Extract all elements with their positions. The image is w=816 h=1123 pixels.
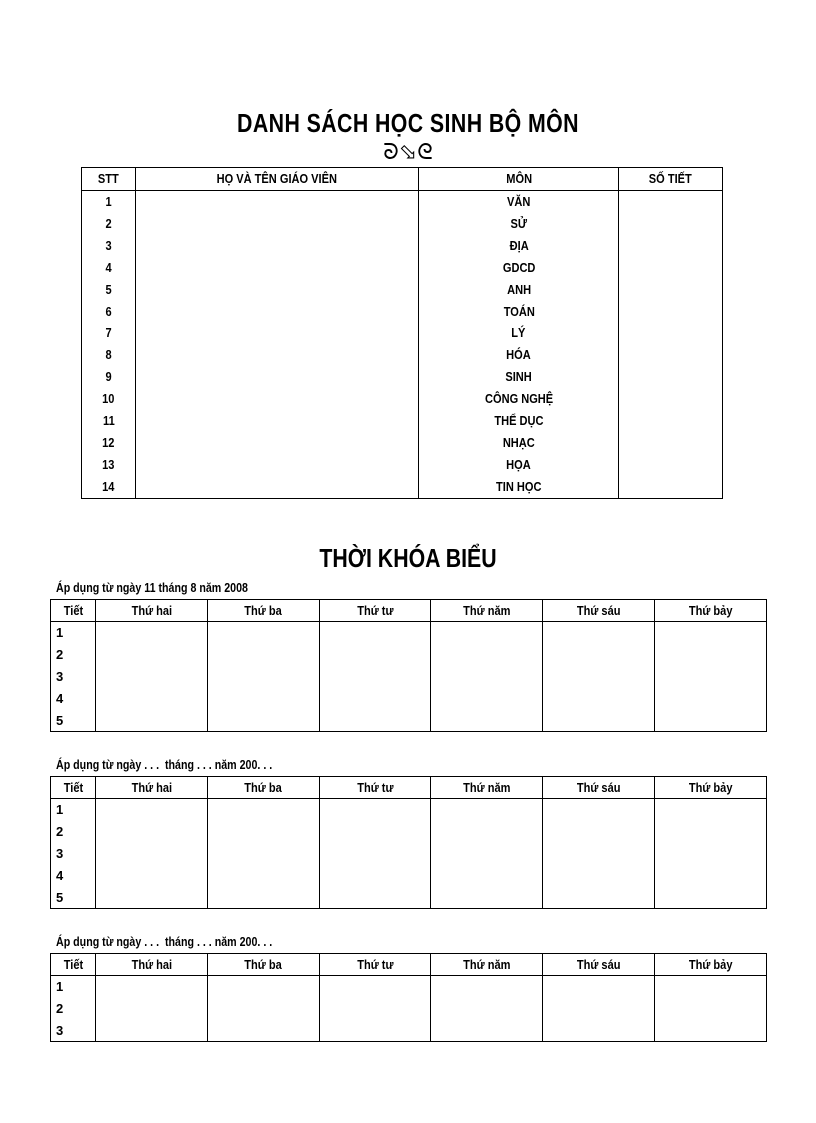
timetable-row	[51, 864, 767, 886]
cell-period-number: 2	[51, 998, 96, 1020]
table-row	[82, 410, 723, 432]
cell-subject: ĐỊA	[419, 235, 619, 257]
table-row	[82, 279, 723, 301]
header-day: Thứ tư	[319, 600, 431, 622]
cell-schedule-slot	[655, 709, 767, 731]
cell-schedule-slot	[655, 843, 767, 865]
header-day: Thứ ba	[207, 777, 319, 799]
header-period: Tiết	[51, 600, 96, 622]
cell-stt: 7	[82, 322, 136, 344]
header-day: Thứ tư	[319, 777, 431, 799]
cell-subject: VĂN	[419, 191, 619, 213]
header-period: Tiết	[51, 777, 96, 799]
cell-schedule-slot	[95, 998, 207, 1020]
cell-schedule-slot	[543, 864, 655, 886]
cell-schedule-slot	[431, 976, 543, 998]
cell-period-number: 5	[51, 709, 96, 731]
header-day: Thứ bảy	[655, 600, 767, 622]
cell-period-number: 5	[51, 886, 96, 908]
cell-schedule-slot	[319, 687, 431, 709]
cell-schedule-slot	[431, 687, 543, 709]
cell-teacher-name	[135, 213, 419, 235]
cell-schedule-slot	[319, 864, 431, 886]
cell-schedule-slot	[543, 687, 655, 709]
header-day: Thứ sáu	[543, 777, 655, 799]
cell-schedule-slot	[543, 799, 655, 821]
cell-schedule-slot	[431, 709, 543, 731]
table-row	[82, 476, 723, 498]
cell-schedule-slot	[207, 687, 319, 709]
cell-periods	[619, 257, 723, 279]
table-row	[82, 235, 723, 257]
cell-periods	[619, 366, 723, 388]
cell-schedule-slot	[319, 998, 431, 1020]
header-day: Thứ sáu	[543, 954, 655, 976]
cell-periods	[619, 476, 723, 498]
cell-schedule-slot	[431, 666, 543, 688]
cell-stt: 12	[82, 432, 136, 454]
table-row	[82, 257, 723, 279]
cell-teacher-name	[135, 344, 419, 366]
cell-subject: HỌA	[419, 454, 619, 476]
cell-schedule-slot	[431, 886, 543, 908]
cell-stt: 8	[82, 344, 136, 366]
cell-schedule-slot	[95, 976, 207, 998]
cell-schedule-slot	[543, 666, 655, 688]
cell-schedule-slot	[207, 644, 319, 666]
cell-schedule-slot	[431, 864, 543, 886]
cell-schedule-slot	[655, 622, 767, 644]
cell-periods	[619, 279, 723, 301]
cell-schedule-slot	[319, 976, 431, 998]
cell-schedule-slot	[655, 687, 767, 709]
table-row	[82, 322, 723, 344]
cell-periods	[619, 213, 723, 235]
cell-teacher-name	[135, 476, 419, 498]
table-row	[82, 213, 723, 235]
cell-period-number: 4	[51, 687, 96, 709]
cell-schedule-slot	[543, 886, 655, 908]
timetable-row	[51, 998, 767, 1020]
cell-schedule-slot	[543, 843, 655, 865]
table-row	[82, 191, 723, 213]
timetable-header-row	[51, 954, 767, 976]
cell-schedule-slot	[431, 622, 543, 644]
header-stt: STT	[82, 168, 136, 191]
header-day: Thứ hai	[95, 600, 207, 622]
header-day: Thứ bảy	[655, 777, 767, 799]
cell-schedule-slot	[95, 886, 207, 908]
cell-teacher-name	[135, 388, 419, 410]
timetable-title: THỜI KHÓA BIỂU	[319, 543, 497, 573]
cell-periods	[619, 322, 723, 344]
timetable-row	[51, 687, 767, 709]
cell-schedule-slot	[319, 1020, 431, 1042]
cell-subject: TIN HỌC	[419, 476, 619, 498]
cell-stt: 14	[82, 476, 136, 498]
cell-schedule-slot	[319, 843, 431, 865]
timetable-row	[51, 709, 767, 731]
cell-teacher-name	[135, 432, 419, 454]
timetable-row	[51, 666, 767, 688]
cell-teacher-name	[135, 257, 419, 279]
cell-teacher-name	[135, 235, 419, 257]
header-subject: MÔN	[419, 168, 619, 191]
apply-date-label: Áp dụng từ ngày . . . tháng . . . năm 200. . .	[56, 934, 273, 949]
list-title: DANH SÁCH HỌC SINH BỘ MÔN	[237, 108, 579, 138]
table-row	[82, 388, 723, 410]
cell-schedule-slot	[655, 1020, 767, 1042]
header-day: Thứ ba	[207, 954, 319, 976]
cell-schedule-slot	[543, 821, 655, 843]
cell-stt: 6	[82, 301, 136, 323]
cell-subject: HÓA	[419, 344, 619, 366]
cell-periods	[619, 432, 723, 454]
cell-schedule-slot	[655, 799, 767, 821]
cell-schedule-slot	[543, 644, 655, 666]
header-day: Thứ ba	[207, 600, 319, 622]
table-header-row	[82, 168, 723, 191]
timetable-row	[51, 622, 767, 644]
header-teacher-name: HỌ VÀ TÊN GIÁO VIÊN	[135, 168, 419, 191]
cell-schedule-slot	[543, 998, 655, 1020]
cell-subject: SINH	[419, 366, 619, 388]
cell-period-number: 3	[51, 843, 96, 865]
cell-subject: SỬ	[419, 213, 619, 235]
cell-schedule-slot	[319, 709, 431, 731]
cell-schedule-slot	[319, 644, 431, 666]
cell-schedule-slot	[207, 864, 319, 886]
header-period: Tiết	[51, 954, 96, 976]
cell-schedule-slot	[207, 709, 319, 731]
cell-schedule-slot	[95, 821, 207, 843]
cell-stt: 4	[82, 257, 136, 279]
cell-schedule-slot	[95, 799, 207, 821]
cell-schedule-slot	[95, 644, 207, 666]
cell-period-number: 4	[51, 864, 96, 886]
timetable-row	[51, 799, 767, 821]
cell-periods	[619, 235, 723, 257]
cell-teacher-name	[135, 279, 419, 301]
timetable-row	[51, 821, 767, 843]
cell-schedule-slot	[543, 709, 655, 731]
cell-schedule-slot	[207, 622, 319, 644]
table-row	[82, 366, 723, 388]
table-row	[82, 454, 723, 476]
cell-period-number: 1	[51, 976, 96, 998]
table-row	[82, 301, 723, 323]
cell-schedule-slot	[95, 864, 207, 886]
cell-schedule-slot	[431, 1020, 543, 1042]
header-day: Thứ năm	[431, 600, 543, 622]
cell-teacher-name	[135, 366, 419, 388]
cell-schedule-slot	[319, 622, 431, 644]
cell-teacher-name	[135, 454, 419, 476]
cell-stt: 5	[82, 279, 136, 301]
cell-subject: LÝ	[419, 322, 619, 344]
cell-schedule-slot	[95, 1020, 207, 1042]
cell-schedule-slot	[431, 644, 543, 666]
cell-subject: ANH	[419, 279, 619, 301]
ornament-decoration: ᘐ⬂ᘓ	[383, 140, 433, 165]
timetable-header-row	[51, 600, 767, 622]
cell-schedule-slot	[655, 998, 767, 1020]
cell-teacher-name	[135, 191, 419, 213]
cell-schedule-slot	[543, 622, 655, 644]
cell-period-number: 3	[51, 1020, 96, 1042]
cell-schedule-slot	[207, 1020, 319, 1042]
cell-subject: NHẠC	[419, 432, 619, 454]
cell-period-number: 1	[51, 622, 96, 644]
cell-stt: 2	[82, 213, 136, 235]
header-day: Thứ năm	[431, 954, 543, 976]
cell-schedule-slot	[431, 821, 543, 843]
cell-schedule-slot	[655, 644, 767, 666]
cell-subject: THỂ DỤC	[419, 410, 619, 432]
cell-stt: 13	[82, 454, 136, 476]
cell-period-number: 3	[51, 666, 96, 688]
cell-schedule-slot	[319, 799, 431, 821]
header-day: Thứ hai	[95, 777, 207, 799]
cell-schedule-slot	[319, 821, 431, 843]
cell-schedule-slot	[655, 821, 767, 843]
cell-periods	[619, 454, 723, 476]
cell-period-number: 2	[51, 644, 96, 666]
cell-schedule-slot	[655, 886, 767, 908]
cell-schedule-slot	[543, 1020, 655, 1042]
cell-schedule-slot	[207, 799, 319, 821]
cell-teacher-name	[135, 410, 419, 432]
timetable-table	[50, 776, 767, 909]
cell-schedule-slot	[655, 666, 767, 688]
cell-periods	[619, 388, 723, 410]
cell-schedule-slot	[431, 998, 543, 1020]
cell-periods	[619, 344, 723, 366]
cell-schedule-slot	[655, 864, 767, 886]
table-row	[82, 432, 723, 454]
header-periods: SỐ TIẾT	[619, 168, 723, 191]
timetable-row	[51, 886, 767, 908]
timetable-row	[51, 976, 767, 998]
apply-date-label: Áp dụng từ ngày 11 tháng 8 năm 2008	[56, 580, 248, 595]
cell-periods	[619, 191, 723, 213]
cell-schedule-slot	[95, 666, 207, 688]
cell-schedule-slot	[431, 799, 543, 821]
timetable-row	[51, 843, 767, 865]
cell-periods	[619, 301, 723, 323]
cell-schedule-slot	[207, 666, 319, 688]
header-day: Thứ tư	[319, 954, 431, 976]
cell-stt: 3	[82, 235, 136, 257]
cell-schedule-slot	[95, 843, 207, 865]
cell-subject: CÔNG NGHỆ	[419, 388, 619, 410]
timetable-row	[51, 644, 767, 666]
cell-period-number: 1	[51, 799, 96, 821]
cell-schedule-slot	[95, 709, 207, 731]
header-day: Thứ bảy	[655, 954, 767, 976]
cell-schedule-slot	[207, 998, 319, 1020]
cell-schedule-slot	[207, 843, 319, 865]
teacher-list-table	[81, 167, 723, 499]
header-day: Thứ sáu	[543, 600, 655, 622]
cell-period-number: 2	[51, 821, 96, 843]
cell-schedule-slot	[207, 976, 319, 998]
cell-teacher-name	[135, 322, 419, 344]
apply-date-label: Áp dụng từ ngày . . . tháng . . . năm 200. . .	[56, 757, 273, 772]
cell-schedule-slot	[207, 886, 319, 908]
timetable-header-row	[51, 777, 767, 799]
cell-schedule-slot	[319, 886, 431, 908]
cell-subject: GDCD	[419, 257, 619, 279]
header-day: Thứ hai	[95, 954, 207, 976]
cell-subject: TOÁN	[419, 301, 619, 323]
timetable-table	[50, 599, 767, 732]
cell-stt: 1	[82, 191, 136, 213]
cell-schedule-slot	[95, 622, 207, 644]
table-row	[82, 344, 723, 366]
header-day: Thứ năm	[431, 777, 543, 799]
cell-stt: 9	[82, 366, 136, 388]
cell-stt: 10	[82, 388, 136, 410]
cell-schedule-slot	[431, 843, 543, 865]
cell-schedule-slot	[655, 976, 767, 998]
cell-schedule-slot	[95, 687, 207, 709]
cell-schedule-slot	[543, 976, 655, 998]
timetable-row	[51, 1020, 767, 1042]
cell-schedule-slot	[207, 821, 319, 843]
cell-schedule-slot	[319, 666, 431, 688]
timetable-table	[50, 953, 767, 1042]
cell-stt: 11	[82, 410, 136, 432]
cell-periods	[619, 410, 723, 432]
cell-teacher-name	[135, 301, 419, 323]
